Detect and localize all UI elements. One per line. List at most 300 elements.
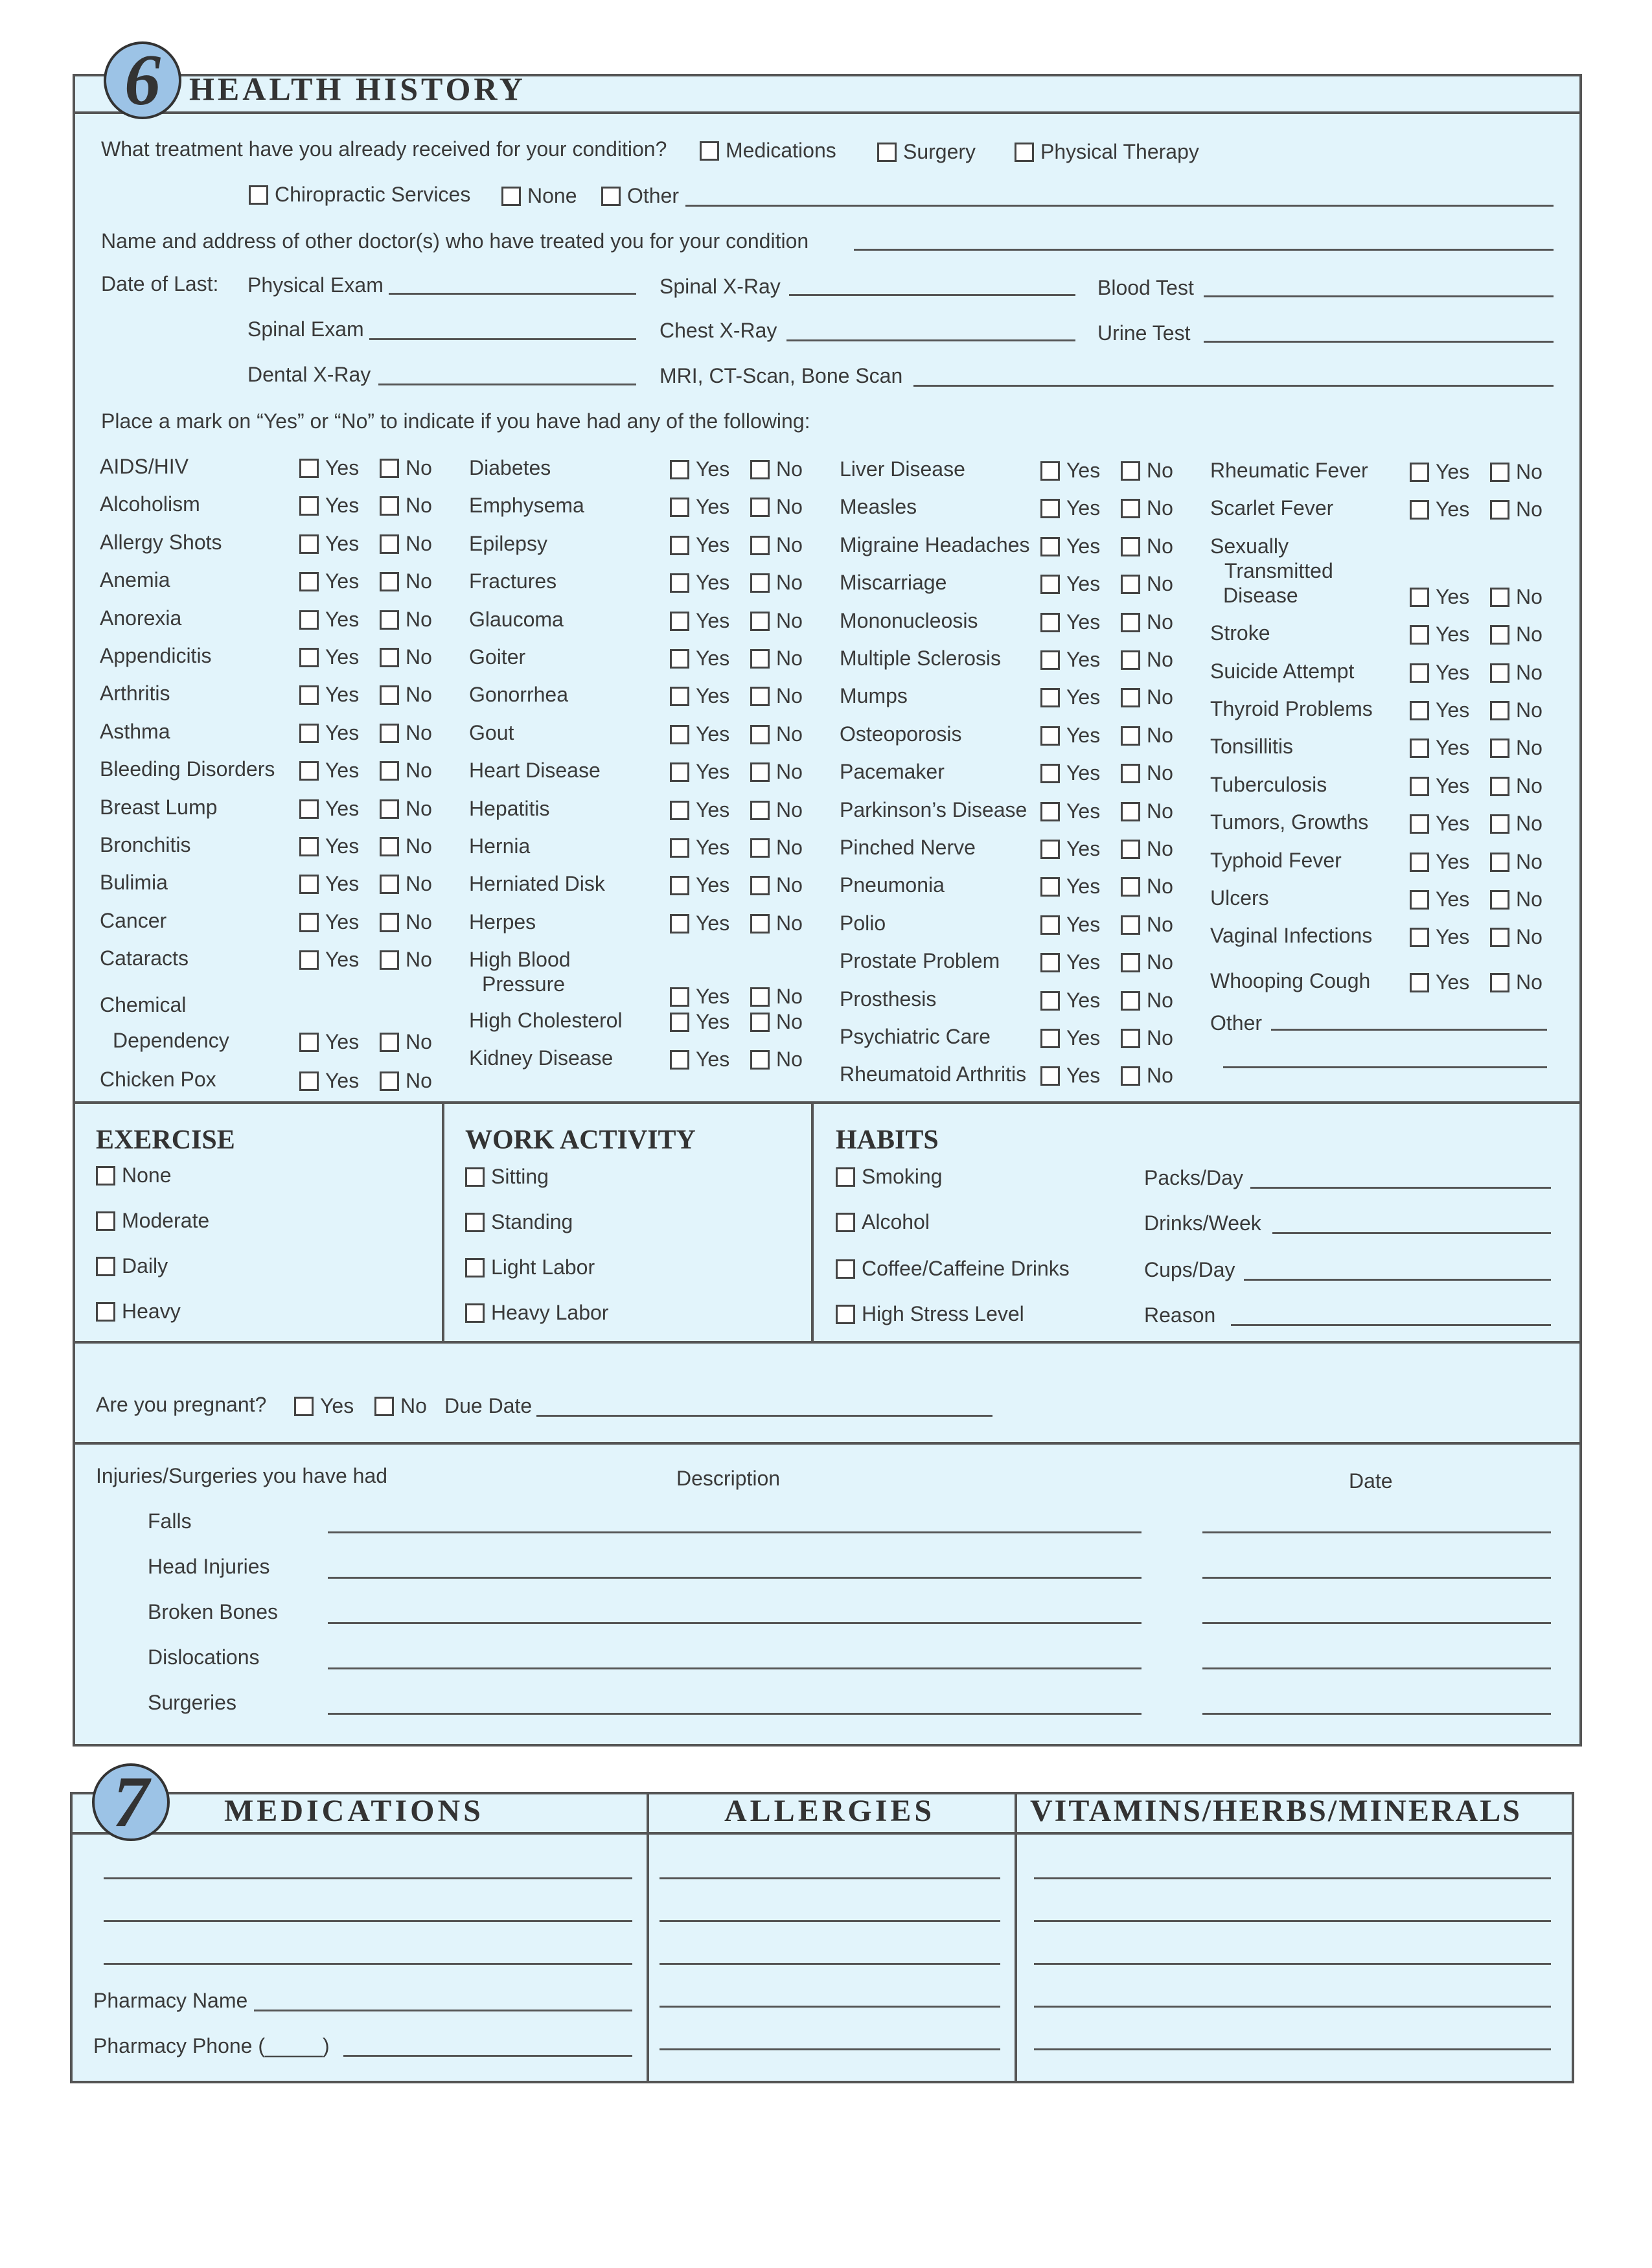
no-option[interactable]: No (750, 798, 803, 822)
checkbox[interactable] (380, 837, 399, 856)
urine-test-line[interactable] (1204, 341, 1554, 343)
checkbox[interactable] (465, 1167, 485, 1187)
exercise-none[interactable]: None (96, 1163, 172, 1187)
checkbox[interactable] (380, 913, 399, 932)
reason-line[interactable] (1231, 1324, 1551, 1326)
checkbox[interactable] (1490, 853, 1509, 872)
no-option[interactable]: No (380, 456, 432, 480)
no-option[interactable]: No (380, 1030, 432, 1054)
yes-option[interactable]: Yes (1040, 572, 1100, 596)
checkbox[interactable] (1040, 840, 1060, 859)
checkbox[interactable] (670, 725, 689, 744)
no-option[interactable]: No (380, 608, 432, 632)
treatment-other[interactable]: Other (601, 184, 679, 208)
vitamin-line[interactable] (1034, 2006, 1551, 2008)
yes-option[interactable]: Yes (1040, 1026, 1100, 1050)
checkbox[interactable] (1121, 953, 1140, 972)
yes-option[interactable]: Yes (670, 609, 729, 633)
checkbox[interactable] (1490, 777, 1509, 796)
checkbox[interactable] (1490, 500, 1509, 520)
checkbox[interactable] (96, 1166, 115, 1186)
other-condition-line-2[interactable] (1223, 1066, 1547, 1068)
no-option[interactable]: No (1121, 610, 1173, 634)
checkbox[interactable] (299, 1033, 319, 1052)
checkbox[interactable] (1490, 625, 1509, 645)
injury-description-line[interactable] (328, 1577, 1141, 1579)
checkbox[interactable] (1040, 802, 1060, 821)
checkbox[interactable] (750, 876, 770, 895)
allergy-line[interactable] (660, 2048, 1000, 2050)
checkbox[interactable] (1121, 650, 1140, 670)
spinal-xray-line[interactable] (789, 294, 1075, 296)
checkbox[interactable] (465, 1303, 485, 1323)
no-option[interactable]: No (380, 683, 432, 707)
checkbox[interactable] (1121, 461, 1140, 481)
injury-date-line[interactable] (1202, 1713, 1551, 1715)
no-option[interactable]: No (1490, 888, 1543, 911)
checkbox[interactable] (1490, 701, 1509, 720)
checkbox[interactable] (1121, 764, 1140, 783)
checkbox[interactable] (1040, 537, 1060, 556)
yes-option[interactable]: Yes (299, 872, 359, 896)
checkbox[interactable] (380, 572, 399, 591)
no-option[interactable]: No (750, 1048, 803, 1071)
checkbox[interactable] (299, 837, 319, 856)
yes-option[interactable]: Yes (670, 836, 729, 860)
yes-option[interactable]: Yes (299, 1069, 359, 1093)
injury-description-line[interactable] (328, 1713, 1141, 1715)
yes-option[interactable]: Yes (1040, 534, 1100, 558)
no-option[interactable]: No (750, 609, 803, 633)
no-option[interactable]: No (1490, 661, 1543, 685)
checkbox[interactable] (1040, 991, 1060, 1011)
yes-option[interactable]: Yes (670, 647, 729, 670)
injury-date-line[interactable] (1202, 1667, 1551, 1669)
yes-option[interactable]: Yes (1040, 913, 1100, 937)
work-light-labor[interactable]: Light Labor (465, 1255, 595, 1279)
checkbox[interactable] (836, 1167, 855, 1187)
no-option[interactable]: No (1121, 950, 1173, 974)
medication-line[interactable] (104, 1877, 632, 1879)
yes-option[interactable]: Yes (299, 1030, 359, 1054)
no-option[interactable]: No (1490, 460, 1543, 484)
exercise-heavy[interactable]: Heavy (96, 1300, 181, 1323)
no-option[interactable]: No (1490, 850, 1543, 874)
no-option[interactable]: No (1490, 698, 1543, 722)
vitamin-line[interactable] (1034, 1877, 1551, 1879)
no-option[interactable]: No (1121, 875, 1173, 899)
checkbox[interactable] (1490, 814, 1509, 834)
checkbox[interactable] (501, 187, 521, 206)
yes-option[interactable]: Yes (1410, 661, 1469, 685)
checkbox[interactable] (299, 761, 319, 781)
pharmacy-name-line[interactable] (254, 2010, 632, 2011)
checkbox[interactable] (670, 498, 689, 517)
pregnant-yes[interactable]: Yes (294, 1394, 354, 1418)
yes-option[interactable]: Yes (1040, 989, 1100, 1013)
no-option[interactable]: No (1121, 724, 1173, 748)
habit-alcohol[interactable]: Alcohol (836, 1210, 930, 1234)
yes-option[interactable]: Yes (670, 571, 729, 595)
no-option[interactable]: No (750, 985, 803, 1009)
checkbox[interactable] (1121, 613, 1140, 632)
checkbox[interactable] (670, 1050, 689, 1070)
checkbox[interactable] (1490, 890, 1509, 910)
no-option[interactable]: No (750, 571, 803, 595)
vitamin-line[interactable] (1034, 1963, 1551, 1965)
no-option[interactable]: No (1121, 837, 1173, 861)
checkbox[interactable] (750, 1050, 770, 1070)
checkbox[interactable] (670, 762, 689, 782)
injury-description-line[interactable] (328, 1531, 1141, 1533)
checkbox[interactable] (670, 649, 689, 669)
checkbox[interactable] (465, 1213, 485, 1232)
checkbox[interactable] (836, 1213, 855, 1232)
yes-option[interactable]: Yes (299, 494, 359, 518)
checkbox[interactable] (1410, 463, 1429, 482)
yes-option[interactable]: Yes (1410, 698, 1469, 722)
yes-option[interactable]: Yes (670, 985, 729, 1009)
checkbox[interactable] (670, 573, 689, 593)
yes-option[interactable]: Yes (299, 948, 359, 972)
checkbox[interactable] (750, 498, 770, 517)
no-option[interactable]: No (750, 873, 803, 897)
yes-option[interactable]: Yes (670, 798, 729, 822)
yes-option[interactable]: Yes (1410, 970, 1469, 994)
checkbox[interactable] (1121, 1066, 1140, 1086)
yes-option[interactable]: Yes (670, 760, 729, 784)
checkbox[interactable] (299, 913, 319, 932)
drinks-per-week-line[interactable] (1272, 1232, 1551, 1234)
checkbox[interactable] (1040, 1029, 1060, 1048)
yes-option[interactable]: Yes (299, 645, 359, 669)
other-doctors-line[interactable] (854, 249, 1554, 251)
no-option[interactable]: No (1121, 913, 1173, 937)
yes-option[interactable]: Yes (670, 873, 729, 897)
checkbox[interactable] (750, 987, 770, 1007)
yes-option[interactable]: Yes (299, 797, 359, 821)
yes-option[interactable]: Yes (1410, 736, 1469, 760)
yes-option[interactable]: Yes (670, 722, 729, 746)
injury-description-line[interactable] (328, 1667, 1141, 1669)
checkbox[interactable] (601, 187, 621, 206)
checkbox[interactable] (750, 460, 770, 479)
no-option[interactable]: No (750, 495, 803, 519)
yes-option[interactable]: Yes (1040, 875, 1100, 899)
pharmacy-phone-line[interactable] (343, 2055, 632, 2057)
work-sitting[interactable]: Sitting (465, 1165, 549, 1189)
checkbox[interactable] (670, 987, 689, 1007)
checkbox[interactable] (1040, 877, 1060, 897)
no-option[interactable]: No (380, 948, 432, 972)
checkbox[interactable] (1410, 625, 1429, 645)
checkbox[interactable] (1015, 143, 1034, 162)
checkbox[interactable] (750, 649, 770, 669)
no-option[interactable]: No (1490, 623, 1543, 647)
yes-option[interactable]: Yes (670, 911, 729, 935)
yes-option[interactable]: Yes (1410, 585, 1469, 609)
checkbox[interactable] (299, 610, 319, 630)
checkbox[interactable] (750, 838, 770, 858)
checkbox[interactable] (1410, 701, 1429, 720)
yes-option[interactable]: Yes (299, 456, 359, 480)
checkbox[interactable] (1410, 814, 1429, 834)
allergy-line[interactable] (660, 1920, 1000, 1922)
no-option[interactable]: No (380, 910, 432, 934)
checkbox[interactable] (1040, 1066, 1060, 1086)
treatment-chiropractic[interactable]: Chiropractic Services (249, 183, 470, 207)
vitamin-line[interactable] (1034, 1920, 1551, 1922)
checkbox[interactable] (299, 685, 319, 705)
due-date-line[interactable] (536, 1415, 992, 1417)
checkbox[interactable] (750, 762, 770, 782)
yes-option[interactable]: Yes (670, 684, 729, 708)
no-option[interactable]: No (1121, 572, 1173, 596)
checkbox[interactable] (1040, 688, 1060, 707)
no-option[interactable]: No (380, 759, 432, 783)
yes-option[interactable]: Yes (1040, 799, 1100, 823)
checkbox[interactable] (1040, 499, 1060, 518)
yes-option[interactable]: Yes (299, 569, 359, 593)
checkbox[interactable] (299, 875, 319, 894)
yes-option[interactable]: Yes (1040, 950, 1100, 974)
checkbox[interactable] (1490, 588, 1509, 607)
checkbox[interactable] (299, 534, 319, 554)
checkbox[interactable] (750, 612, 770, 631)
checkbox[interactable] (380, 496, 399, 516)
yes-option[interactable]: Yes (670, 1048, 729, 1071)
treatment-surgery[interactable]: Surgery (877, 140, 976, 164)
checkbox[interactable] (1040, 575, 1060, 594)
checkbox[interactable] (836, 1305, 855, 1324)
no-option[interactable]: No (750, 911, 803, 935)
checkbox[interactable] (670, 687, 689, 706)
yes-option[interactable]: Yes (1040, 610, 1100, 634)
checkbox[interactable] (1410, 500, 1429, 520)
no-option[interactable]: No (750, 1010, 803, 1034)
checkbox[interactable] (294, 1397, 314, 1416)
other-condition-line-1[interactable] (1271, 1029, 1547, 1031)
vitamin-line[interactable] (1034, 2048, 1551, 2050)
checkbox[interactable] (1121, 802, 1140, 821)
checkbox[interactable] (299, 1071, 319, 1091)
treatment-physical-therapy[interactable]: Physical Therapy (1015, 140, 1199, 164)
checkbox[interactable] (670, 1013, 689, 1032)
yes-option[interactable]: Yes (1040, 837, 1100, 861)
checkbox[interactable] (750, 725, 770, 744)
checkbox[interactable] (380, 1033, 399, 1052)
checkbox[interactable] (750, 801, 770, 820)
mri-line[interactable] (913, 385, 1554, 387)
checkbox[interactable] (299, 496, 319, 516)
checkbox[interactable] (1040, 461, 1060, 481)
no-option[interactable]: No (1121, 459, 1173, 483)
checkbox[interactable] (380, 685, 399, 705)
checkbox[interactable] (750, 573, 770, 593)
no-option[interactable]: No (1490, 970, 1543, 994)
checkbox[interactable] (670, 801, 689, 820)
no-option[interactable]: No (750, 760, 803, 784)
checkbox[interactable] (299, 799, 319, 819)
no-option[interactable]: No (1490, 736, 1543, 760)
checkbox[interactable] (1121, 499, 1140, 518)
habit-coffee[interactable]: Coffee/Caffeine Drinks (836, 1257, 1070, 1281)
yes-option[interactable]: Yes (1040, 724, 1100, 748)
yes-option[interactable]: Yes (1410, 925, 1469, 949)
spinal-exam-line[interactable] (369, 338, 636, 340)
allergy-line[interactable] (660, 2006, 1000, 2008)
checkbox[interactable] (1410, 890, 1429, 910)
checkbox[interactable] (1121, 991, 1140, 1011)
no-option[interactable]: No (1121, 496, 1173, 520)
yes-option[interactable]: Yes (1410, 623, 1469, 647)
checkbox[interactable] (1121, 1029, 1140, 1048)
checkbox[interactable] (380, 459, 399, 478)
checkbox[interactable] (1040, 915, 1060, 935)
no-option[interactable]: No (1121, 989, 1173, 1013)
checkbox[interactable] (1121, 877, 1140, 897)
checkbox[interactable] (700, 141, 719, 161)
checkbox[interactable] (1410, 973, 1429, 992)
no-option[interactable]: No (380, 797, 432, 821)
checkbox[interactable] (299, 459, 319, 478)
no-option[interactable]: No (750, 722, 803, 746)
checkbox[interactable] (299, 572, 319, 591)
habit-stress[interactable]: High Stress Level (836, 1302, 1024, 1326)
checkbox[interactable] (670, 914, 689, 934)
checkbox[interactable] (96, 1211, 115, 1231)
checkbox[interactable] (750, 687, 770, 706)
checkbox[interactable] (750, 536, 770, 555)
checkbox[interactable] (877, 143, 897, 162)
yes-option[interactable]: Yes (1040, 648, 1100, 672)
checkbox[interactable] (380, 950, 399, 970)
yes-option[interactable]: Yes (670, 1010, 729, 1034)
no-option[interactable]: No (1121, 648, 1173, 672)
checkbox[interactable] (1040, 650, 1060, 670)
work-heavy-labor[interactable]: Heavy Labor (465, 1301, 608, 1325)
allergy-line[interactable] (660, 1963, 1000, 1965)
yes-option[interactable]: Yes (299, 910, 359, 934)
checkbox[interactable] (1040, 764, 1060, 783)
checkbox[interactable] (1040, 953, 1060, 972)
no-option[interactable]: No (380, 872, 432, 896)
checkbox[interactable] (299, 950, 319, 970)
blood-test-line[interactable] (1204, 295, 1554, 297)
exercise-moderate[interactable]: Moderate (96, 1209, 209, 1233)
checkbox[interactable] (1121, 840, 1140, 859)
medication-line[interactable] (104, 1963, 632, 1965)
checkbox[interactable] (1410, 739, 1429, 758)
medication-line[interactable] (104, 1920, 632, 1922)
no-option[interactable]: No (750, 684, 803, 708)
checkbox[interactable] (1121, 575, 1140, 594)
injury-date-line[interactable] (1202, 1531, 1551, 1533)
checkbox[interactable] (1490, 463, 1509, 482)
yes-option[interactable]: Yes (299, 834, 359, 858)
yes-option[interactable]: Yes (1410, 888, 1469, 911)
checkbox[interactable] (670, 876, 689, 895)
checkbox[interactable] (836, 1259, 855, 1279)
no-option[interactable]: No (1490, 585, 1543, 609)
yes-option[interactable]: Yes (299, 759, 359, 783)
checkbox[interactable] (750, 1013, 770, 1032)
checkbox[interactable] (380, 648, 399, 667)
no-option[interactable]: No (1490, 498, 1543, 521)
yes-option[interactable]: Yes (1040, 459, 1100, 483)
injury-date-line[interactable] (1202, 1622, 1551, 1624)
checkbox[interactable] (1410, 853, 1429, 872)
checkbox[interactable] (380, 610, 399, 630)
habit-smoking[interactable]: Smoking (836, 1165, 943, 1189)
checkbox[interactable] (299, 724, 319, 743)
no-option[interactable]: No (380, 569, 432, 593)
no-option[interactable]: No (1490, 925, 1543, 949)
checkbox[interactable] (1121, 537, 1140, 556)
exercise-daily[interactable]: Daily (96, 1254, 168, 1278)
yes-option[interactable]: Yes (299, 683, 359, 707)
checkbox[interactable] (1410, 663, 1429, 683)
checkbox[interactable] (670, 838, 689, 858)
checkbox[interactable] (380, 724, 399, 743)
yes-option[interactable]: Yes (299, 608, 359, 632)
checkbox[interactable] (380, 875, 399, 894)
packs-per-day-line[interactable] (1250, 1187, 1551, 1189)
yes-option[interactable]: Yes (1040, 1064, 1100, 1088)
checkbox[interactable] (1410, 928, 1429, 947)
no-option[interactable]: No (380, 721, 432, 745)
checkbox[interactable] (1410, 777, 1429, 796)
yes-option[interactable]: Yes (1410, 850, 1469, 874)
treatment-medications[interactable]: Medications (700, 139, 836, 163)
no-option[interactable]: No (1121, 534, 1173, 558)
checkbox[interactable] (249, 185, 268, 205)
yes-option[interactable]: Yes (299, 532, 359, 556)
yes-option[interactable]: Yes (670, 495, 729, 519)
checkbox[interactable] (750, 914, 770, 934)
no-option[interactable]: No (380, 834, 432, 858)
no-option[interactable]: No (750, 457, 803, 481)
no-option[interactable]: No (750, 533, 803, 557)
checkbox[interactable] (1040, 613, 1060, 632)
yes-option[interactable]: Yes (1410, 812, 1469, 836)
yes-option[interactable]: Yes (670, 533, 729, 557)
work-standing[interactable]: Standing (465, 1210, 573, 1234)
cups-per-day-line[interactable] (1244, 1279, 1551, 1281)
injury-description-line[interactable] (328, 1622, 1141, 1624)
yes-option[interactable]: Yes (1410, 774, 1469, 798)
yes-option[interactable]: Yes (299, 721, 359, 745)
checkbox[interactable] (380, 761, 399, 781)
no-option[interactable]: No (1121, 1026, 1173, 1050)
checkbox[interactable] (1490, 928, 1509, 947)
checkbox[interactable] (1121, 688, 1140, 707)
checkbox[interactable] (465, 1258, 485, 1277)
checkbox[interactable] (670, 536, 689, 555)
no-option[interactable]: No (750, 647, 803, 670)
yes-option[interactable]: Yes (1040, 761, 1100, 785)
treatment-other-line[interactable] (685, 205, 1554, 207)
injury-date-line[interactable] (1202, 1577, 1551, 1579)
checkbox[interactable] (1490, 973, 1509, 992)
checkbox[interactable] (670, 612, 689, 631)
no-option[interactable]: No (1490, 812, 1543, 836)
checkbox[interactable] (1040, 726, 1060, 746)
no-option[interactable]: No (1121, 1064, 1173, 1088)
no-option[interactable]: No (380, 645, 432, 669)
checkbox[interactable] (1490, 663, 1509, 683)
no-option[interactable]: No (750, 836, 803, 860)
